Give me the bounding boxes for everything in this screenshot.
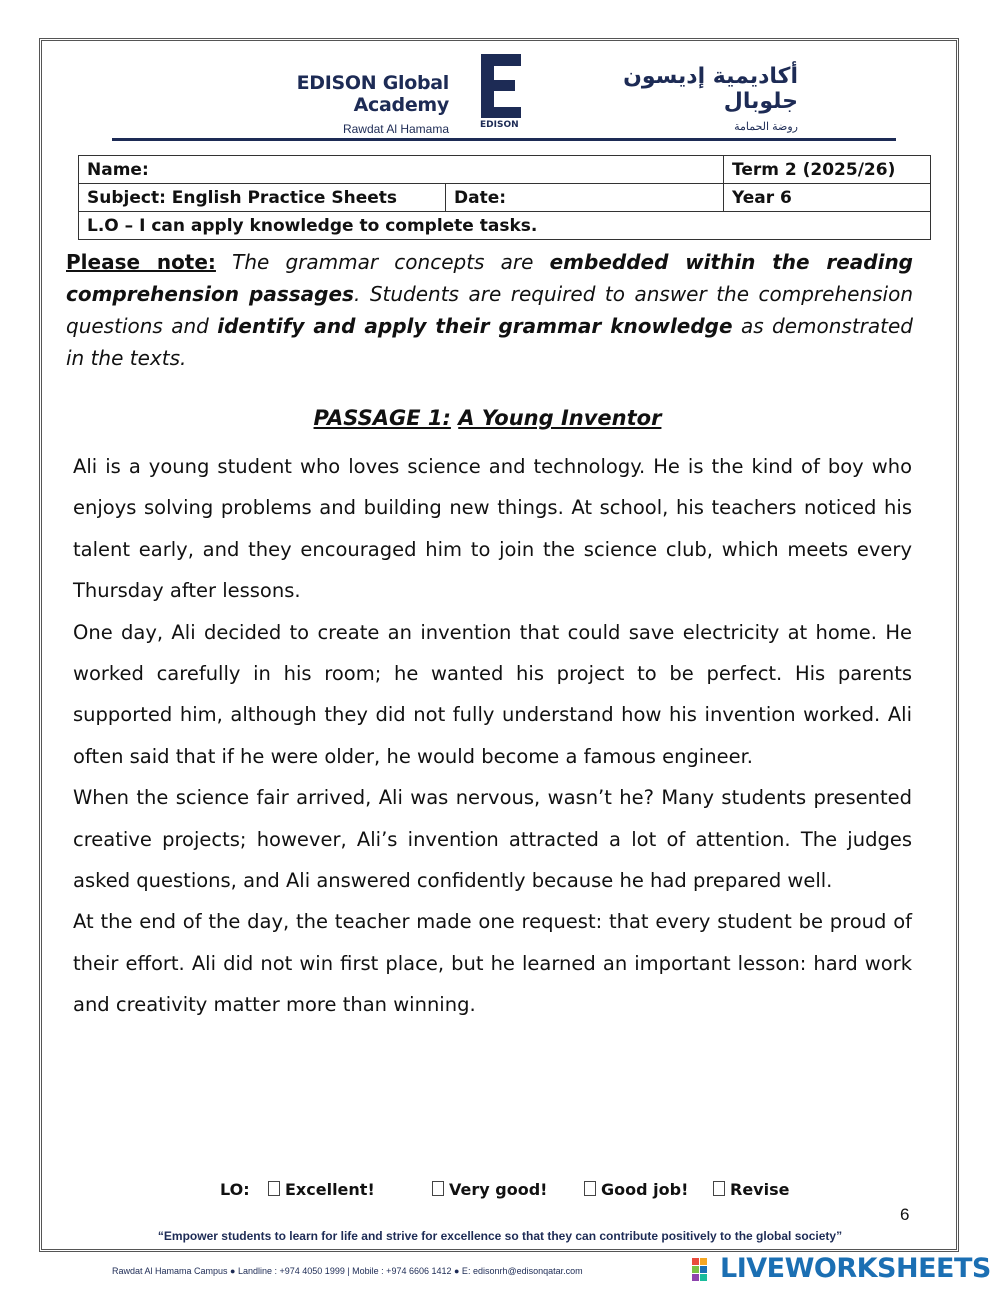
student-info-table bbox=[78, 155, 931, 240]
liveworksheets-brand[interactable]: LIVEWORKSHEETS bbox=[720, 1253, 991, 1284]
year-cell: Year 6 bbox=[724, 184, 931, 212]
name-field[interactable]: Name: bbox=[79, 156, 724, 184]
checkbox-icon[interactable] bbox=[584, 1181, 596, 1196]
logo-label: EDISON bbox=[480, 120, 519, 130]
campus-name-ar: روضة الحمامة bbox=[734, 121, 798, 133]
school-name-en: EDISON Global Academy bbox=[296, 72, 449, 116]
learning-objective-cell: L.O – I can apply knowledge to complete tasks. bbox=[79, 212, 931, 240]
school-name-arabic-block bbox=[553, 64, 798, 133]
lo-label: LO: bbox=[220, 1180, 250, 1199]
passage-paragraph: One day, Ali decided to create an invention that could save electricity at home. He worked carefully in his room; he wanted his project to be perfect. His parents supported him, although they did not fully understand how his invention worked. Ali often said that if he were older, he would become a famous engineer. bbox=[73, 620, 912, 768]
passage-paragraph: At the end of the day, the teacher made one request: that every student be proud of their effort. Ali did not win first place, but he learned an important lesson: hard work and creativity matter more than winning. bbox=[73, 910, 912, 1017]
note-label: Please note: bbox=[66, 250, 216, 274]
passage-paragraph: Ali is a young student who loves science and technology. He is the kind of boy who enjoys solving problems and building new things. At school, his teachers noticed his talent early, and they encouraged him to join the science club, which meets every Thursday after lessons. bbox=[73, 455, 912, 603]
passage-paragraph: When the science fair arrived, Ali was nervous, wasn’t he? Many students presented creative projects; however, Ali’s invention attracted a lot of attention. The judges asked questions, and Ali answered confidently because he had prepared well. bbox=[73, 786, 912, 893]
please-note-paragraph bbox=[66, 246, 913, 374]
campus-name-en: Rawdat Al Hamama bbox=[342, 122, 449, 136]
note-bold-2: identify and apply their grammar knowledge bbox=[217, 314, 733, 338]
passage-title-text: A Young Inventor bbox=[458, 406, 662, 430]
date-field[interactable]: Date: bbox=[446, 184, 724, 212]
note-bold-1: embedded within the reading comprehension passages bbox=[66, 250, 913, 306]
rating-option-revise[interactable]: Revise bbox=[713, 1180, 789, 1199]
note-text-2: . Students are required to answer the comprehension questions and bbox=[66, 282, 914, 338]
school-name-english-block bbox=[212, 72, 449, 136]
note-text-1: The grammar concepts are bbox=[215, 250, 550, 274]
note-text-3: as demonstrated in the texts. bbox=[66, 314, 914, 370]
passage-body bbox=[73, 446, 912, 1026]
rating-option-very-good[interactable]: Very good! bbox=[432, 1180, 547, 1199]
checkbox-icon[interactable] bbox=[713, 1181, 725, 1196]
passage-title bbox=[0, 406, 975, 430]
page-number: 6 bbox=[900, 1205, 910, 1224]
checkbox-icon[interactable] bbox=[432, 1181, 444, 1196]
school-name-ar: أكاديمية إديسون جلوبال bbox=[623, 64, 798, 114]
header-divider bbox=[112, 138, 896, 141]
rating-option-excellent[interactable]: Excellent! bbox=[268, 1180, 375, 1199]
contact-footer: Rawdat Al Hamama Campus ● Landline : +974 4050 1999 | Mobile : +974 6606 1412 ● E: edisonrh@edisonqatar.com bbox=[112, 1266, 583, 1276]
subject-cell: Subject: English Practice Sheets bbox=[79, 184, 446, 212]
school-motto: “Empower students to learn for life and strive for excellence so that they can contribute positively to the global society” bbox=[157, 1229, 843, 1243]
term-cell: Term 2 (2025/26) bbox=[724, 156, 931, 184]
passage-label: PASSAGE 1: bbox=[313, 406, 451, 430]
checkbox-icon[interactable] bbox=[268, 1181, 280, 1196]
rating-option-good-job[interactable]: Good job! bbox=[584, 1180, 688, 1199]
liveworksheets-logo-icon bbox=[692, 1258, 716, 1282]
